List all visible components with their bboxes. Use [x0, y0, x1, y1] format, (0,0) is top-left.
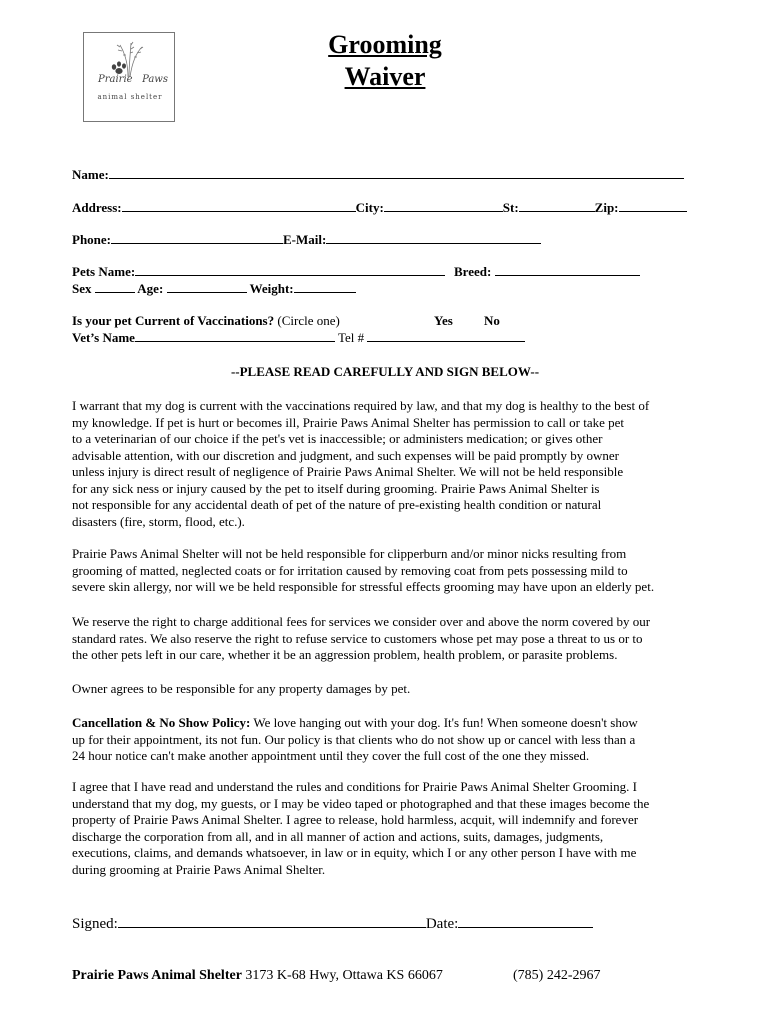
- address-row: [72, 199, 687, 216]
- age-label: Age:: [137, 281, 164, 296]
- age-field[interactable]: [167, 280, 247, 293]
- vets-name-field[interactable]: [135, 329, 335, 342]
- tel-label: Tel #: [337, 330, 365, 345]
- footer-phone: (785) 242-2967: [513, 968, 601, 983]
- cancellation-heading: Cancellation & No Show Policy:: [72, 715, 251, 730]
- vaccination-no[interactable]: No: [484, 313, 500, 328]
- vaccination-question: Is your pet Current of Vaccinations?: [72, 313, 275, 328]
- logo: [83, 32, 175, 122]
- address-label: Address:: [72, 200, 122, 215]
- phone-row: [72, 231, 541, 248]
- st-field[interactable]: [519, 199, 595, 212]
- vets-name-label: Vet’s Name: [72, 330, 135, 345]
- zip-label: Zip:: [594, 200, 619, 215]
- property-damage-paragraph: Owner agrees to be responsible for any property damages by pet.: [72, 681, 411, 696]
- breed-field[interactable]: [495, 263, 640, 276]
- logo-subtitle: animal shelter: [97, 93, 163, 101]
- agreement-paragraph: I agree that I have read and understand the rules and conditions for Prairie Paws Animal Shelter Grooming. I understand that my dog, my guests, or I may be video taped or photographed and that these images become the property of Prairie Paws Animal Shelter. I agree to release, hold harmless, acquit, will indemnify and forever discharge the corporation from all, and in all manner of action and actions, suits, damages, judgments, executions, claims, and demands whatsoever, in law or in equity, which I or any other person I have with me during grooming at Prairie Paws Animal Shelter.: [72, 779, 650, 877]
- signed-label: Signed:: [72, 916, 118, 932]
- cancellation-paragraph: Cancellation & No Show Policy: We love hanging out with your dog. It's fun! When someone doesn't show up for their appointment, its not fun. Our policy is that clients who do not show up or cancel with less than a 24 hour notice can't make another appointment until they cover the full cost of the one they missed.: [72, 715, 638, 763]
- sex-field[interactable]: [95, 280, 135, 293]
- logo-name-right: Paws: [142, 74, 168, 85]
- vaccination-hint: (Circle one): [277, 313, 340, 328]
- page-title-line2: Waiver: [344, 62, 426, 91]
- zip-field[interactable]: [619, 199, 687, 212]
- read-carefully-notice: --PLEASE READ CAREFULLY AND SIGN BELOW--: [230, 364, 540, 379]
- vaccination-row: [72, 313, 340, 329]
- weight-label: Weight:: [249, 281, 294, 296]
- clipperburn-paragraph: Prairie Paws Animal Shelter will not be held responsible for clipperburn and/or minor nicks resulting from grooming of matted, neglected coats or for irritation caused by removing coat from pets possessing mild to severe skin allergy, nor will we be held responsible for stressful effects grooming may have upon an elderly pet.: [72, 546, 655, 594]
- logo-name-left: Prairie: [98, 74, 133, 85]
- signature-field[interactable]: [118, 915, 426, 928]
- signature-row: [72, 915, 593, 933]
- date-label: Date:: [425, 916, 459, 932]
- name-field[interactable]: [109, 166, 684, 179]
- city-label: City:: [355, 200, 384, 215]
- pets-name-row: [72, 263, 445, 280]
- name-label: Name:: [72, 167, 109, 182]
- footer-address: 3173 K-68 Hwy, Ottawa KS 66067: [245, 968, 443, 983]
- breed-row: [454, 263, 640, 280]
- email-field[interactable]: [326, 231, 541, 244]
- warranty-paragraph: I warrant that my dog is current with the vaccinations required by law, and that my dog is healthy to the best of my knowledge. If pet is hurt or becomes ill, Prairie Paws Animal Shelter has permission to call or take pet to a veterinarian of our choice if the pet's vet is inaccessible; or administers medication; or gives other advisable attention, with our discretion and judgment, and such expenses will be paid promptly by owner unless injury is direct result of negligence of Prairie Paws Animal Shelter. We will not be held responsible for any sick ness or injury caused by the pet to itself during grooming. Prairie Paws Animal Shelter is not responsible for any accidental death of pet of the nature of pre-existing health condition or natural disasters (fire, storm, flood, etc.).: [72, 398, 650, 529]
- vet-row: [72, 329, 525, 346]
- phone-label: Phone:: [72, 232, 111, 247]
- weight-field[interactable]: [294, 280, 356, 293]
- footer: [72, 968, 443, 984]
- tel-field[interactable]: [367, 329, 525, 342]
- st-label: St:: [502, 200, 519, 215]
- vaccination-yes[interactable]: Yes: [434, 313, 453, 328]
- name-row: [72, 166, 684, 183]
- sex-label: Sex: [72, 281, 92, 296]
- footer-org-name: Prairie Paws Animal Shelter: [72, 968, 242, 983]
- date-field[interactable]: [458, 915, 593, 928]
- phone-field[interactable]: [111, 231, 283, 244]
- page-title-line1: Grooming: [328, 30, 442, 59]
- pets-name-field[interactable]: [135, 263, 445, 276]
- sex-age-weight-row: [72, 280, 356, 297]
- pets-name-label: Pets Name:: [72, 264, 136, 279]
- city-field[interactable]: [384, 199, 503, 212]
- breed-label: Breed:: [454, 264, 492, 279]
- fees-paragraph: We reserve the right to charge additional fees for services we consider over and above the norm covered by our standard rates. We also reserve the right to refuse service to customers whose pet may pose a threat to us or to the other pets left in our care, whether it be an aggression problem, health problem, or parasite problems.: [72, 614, 651, 662]
- email-label: E-Mail:: [283, 232, 327, 247]
- address-field[interactable]: [122, 199, 356, 212]
